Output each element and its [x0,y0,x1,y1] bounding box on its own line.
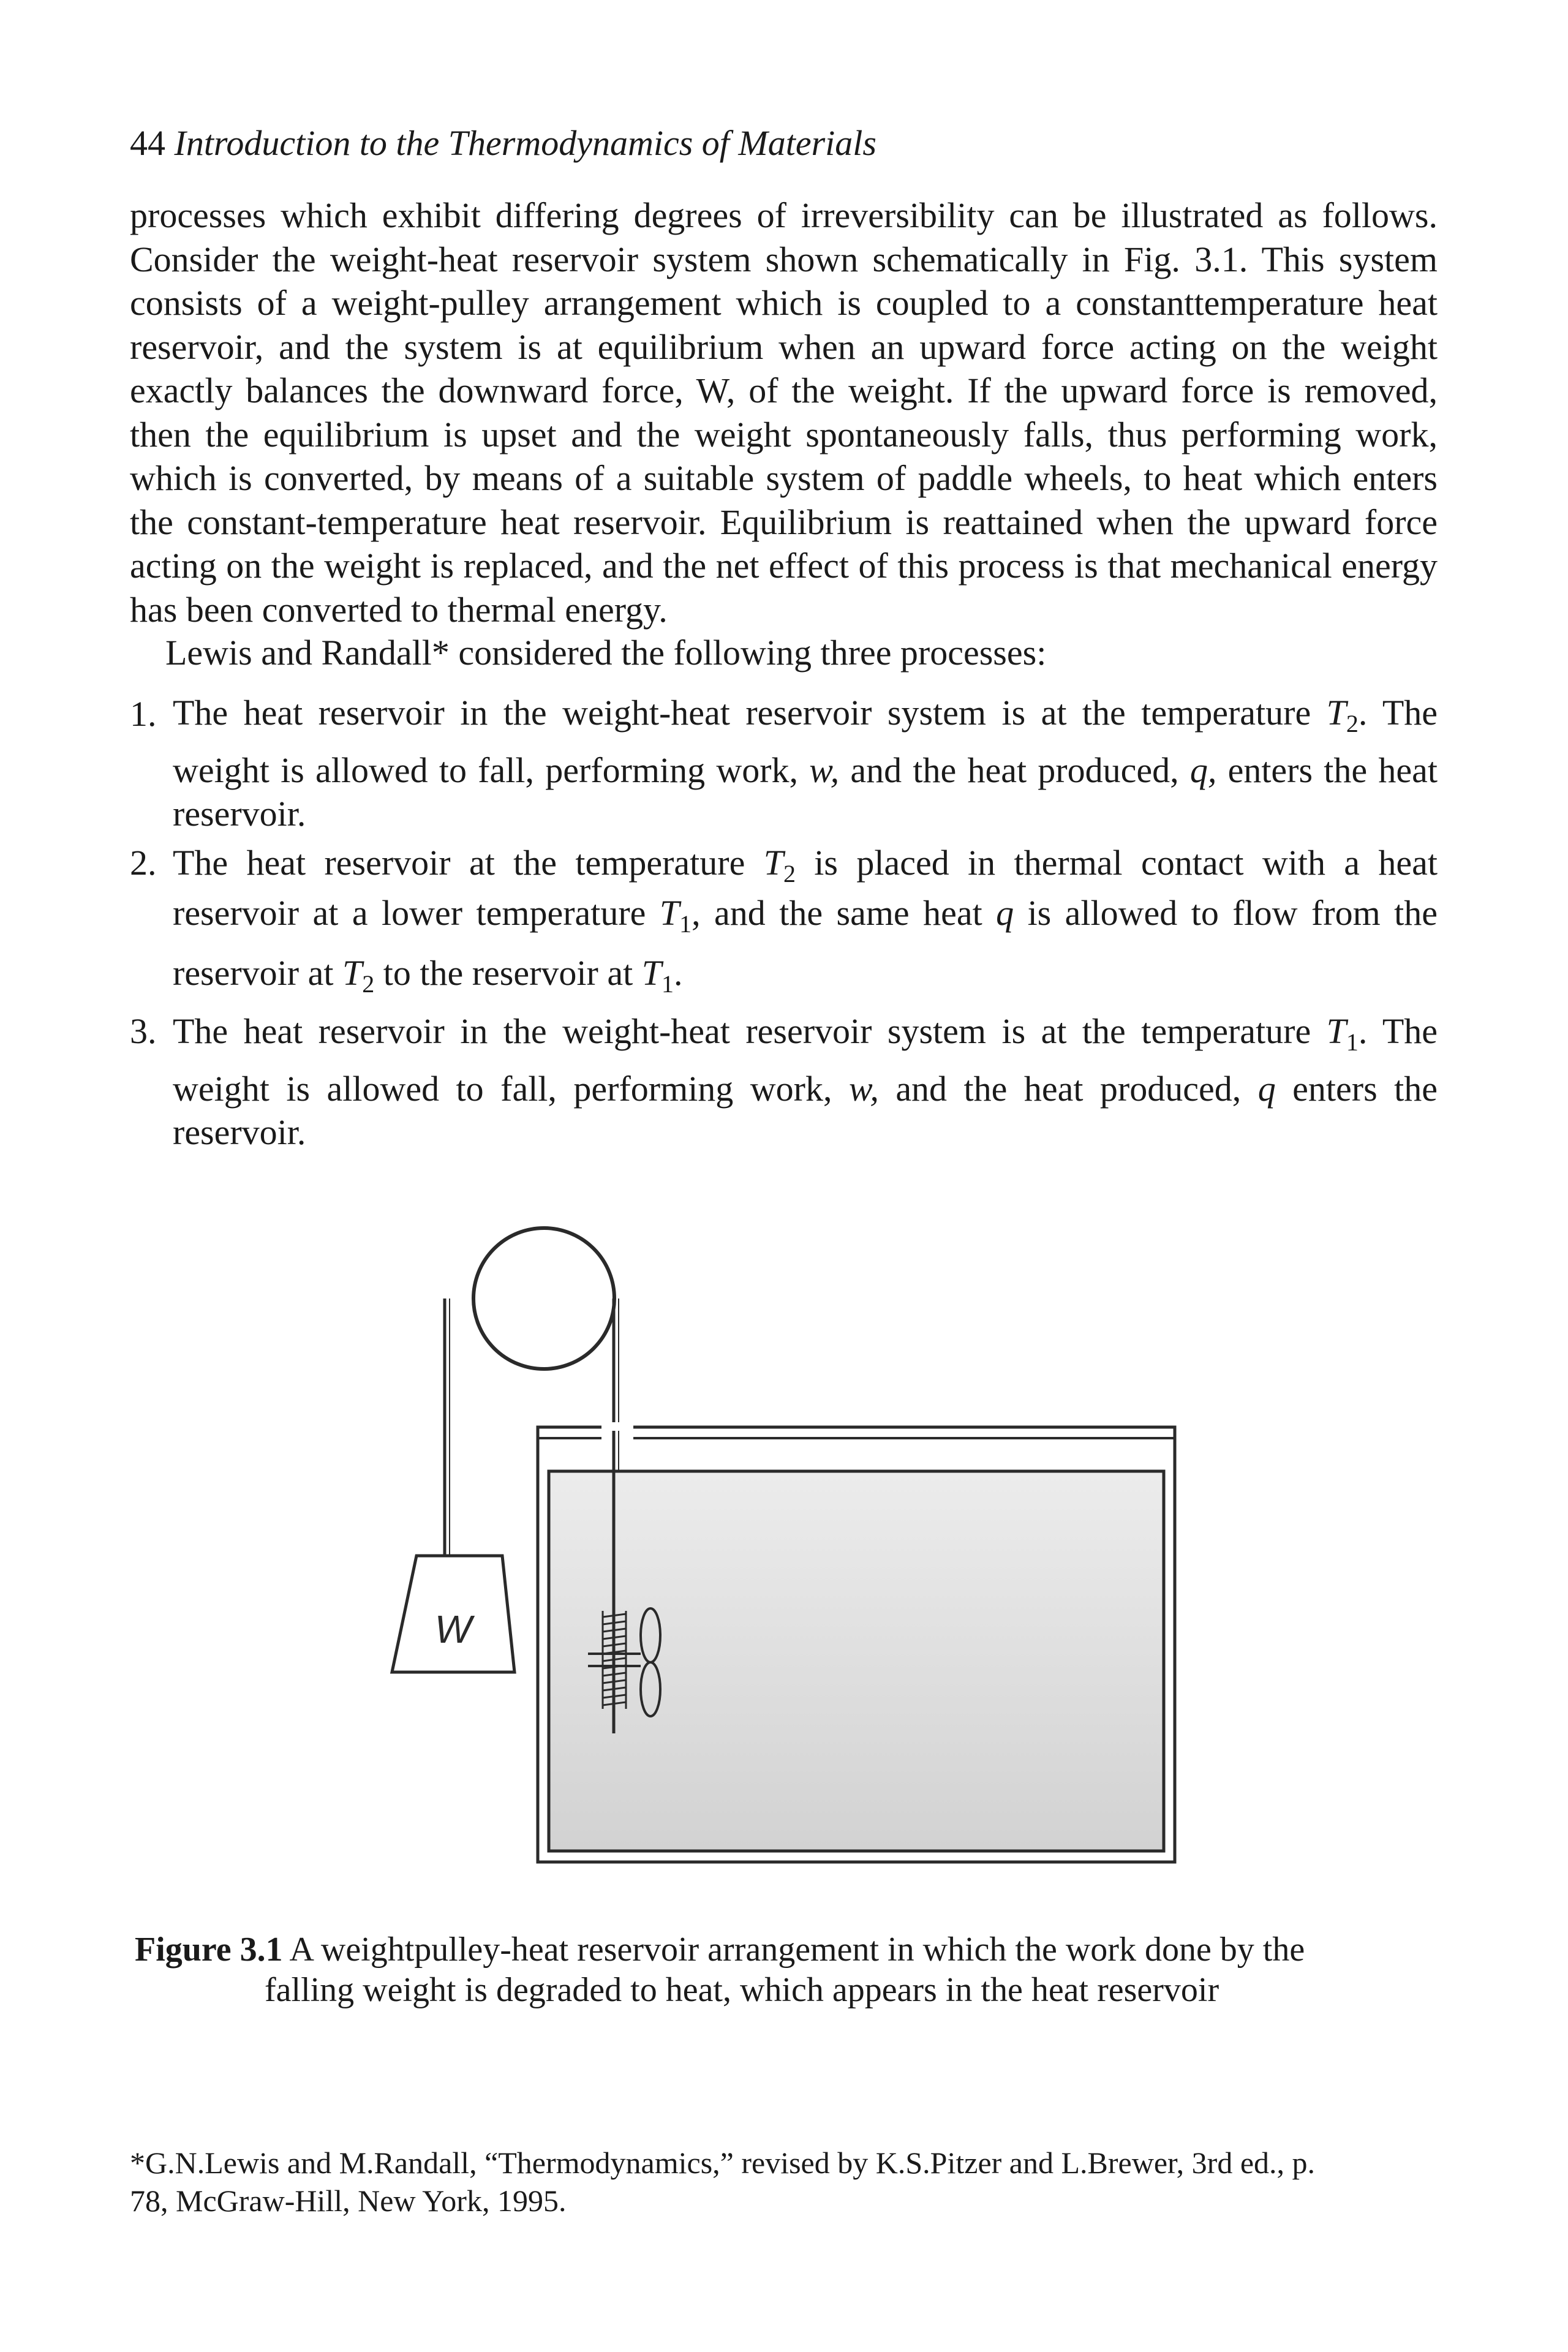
caption-text-1: A weightpulley-heat reservoir arrangement in which the work done by the [282,1931,1305,1969]
footnote-line-1: *G.N.Lewis and M.Randall, “Thermodynamics,” revised by K.S.Pitzer and L.Brewer, 3rd ed., p. [130,2146,1316,2180]
item-line: reservoir at a lower temperature $T_1$, and the same heat q is allowed to flow from the [173,893,1438,938]
item-line: reservoir at $T_2$ to the reservoir at $T_1$. [173,953,683,998]
paragraph-processes: processes which exhibit differing degrees of irreversibility can be illustrated as follows. Consider the weight-heat reservoir system shown schematically in Fig. 3.1. This system consists of a weight-pulley arrangement which is coupled to a constanttemperature heat reservoir, and the system is at equilibrium when an upward force acting on the weight exactly balances the downward force, W, of the weight. If the upward force is removed, then the equilibrium is upset and the weight spontaneously falls, thus performing work, which is converted, by means of a suitable system of paddle wheels, to heat which enters the constant-temperature heat reservoir. Equilibrium is reattained when the upward force acting on the weight is replaced, and the net effect of this process is that mechanical energy has been converted to thermal energy. [130,195,1438,630]
item-line: reservoir. [173,1112,306,1152]
lid-gap-cover [601,1422,633,1431]
page-number: 44 [130,123,165,163]
item-line: The heat reservoir in the weight-heat reservoir system is at the temperature $T_2$. The [173,693,1438,737]
footnote-line-2: 78, McGraw-Hill, New York, 1995. [130,2184,567,2218]
caption-text-2: falling weight is degraded to heat, which appears in the heat reservoir [265,1971,1219,2009]
figure-label: Figure 3.1 [135,1931,283,1969]
footnote [130,2144,1438,2220]
item-line: reservoir. [173,794,306,834]
list-number: 3. [130,1011,157,1051]
pulley-wheel [473,1228,614,1369]
item-line: The heat reservoir in the weight-heat reservoir system is at the temperature $T_1$. The [173,1011,1438,1056]
list-number: 2. [130,843,157,883]
paragraph-lewis-randall: Lewis and Randall* considered the following three processes: [165,633,1047,673]
book-title: Introduction to the Thermodynamics of Materials [174,123,876,163]
figure-diagram [368,1188,1188,1899]
list-number: 1. [130,694,157,734]
item-line: The heat reservoir at the temperature $T_2$ is placed in thermal contact with a heat [173,843,1438,888]
item-line: weight is allowed to fall, performing work, w, and the heat produced, q enters the [173,1069,1438,1109]
reservoir-fluid [549,1471,1164,1851]
running-header [130,120,876,167]
weight-label: W [434,1607,472,1651]
figure-weight-pulley-reservoir [368,1188,1188,1899]
item-line: weight is allowed to fall, performing work, w, and the heat produced, q, enters the heat [173,750,1438,790]
figure-caption [135,1929,1390,2010]
